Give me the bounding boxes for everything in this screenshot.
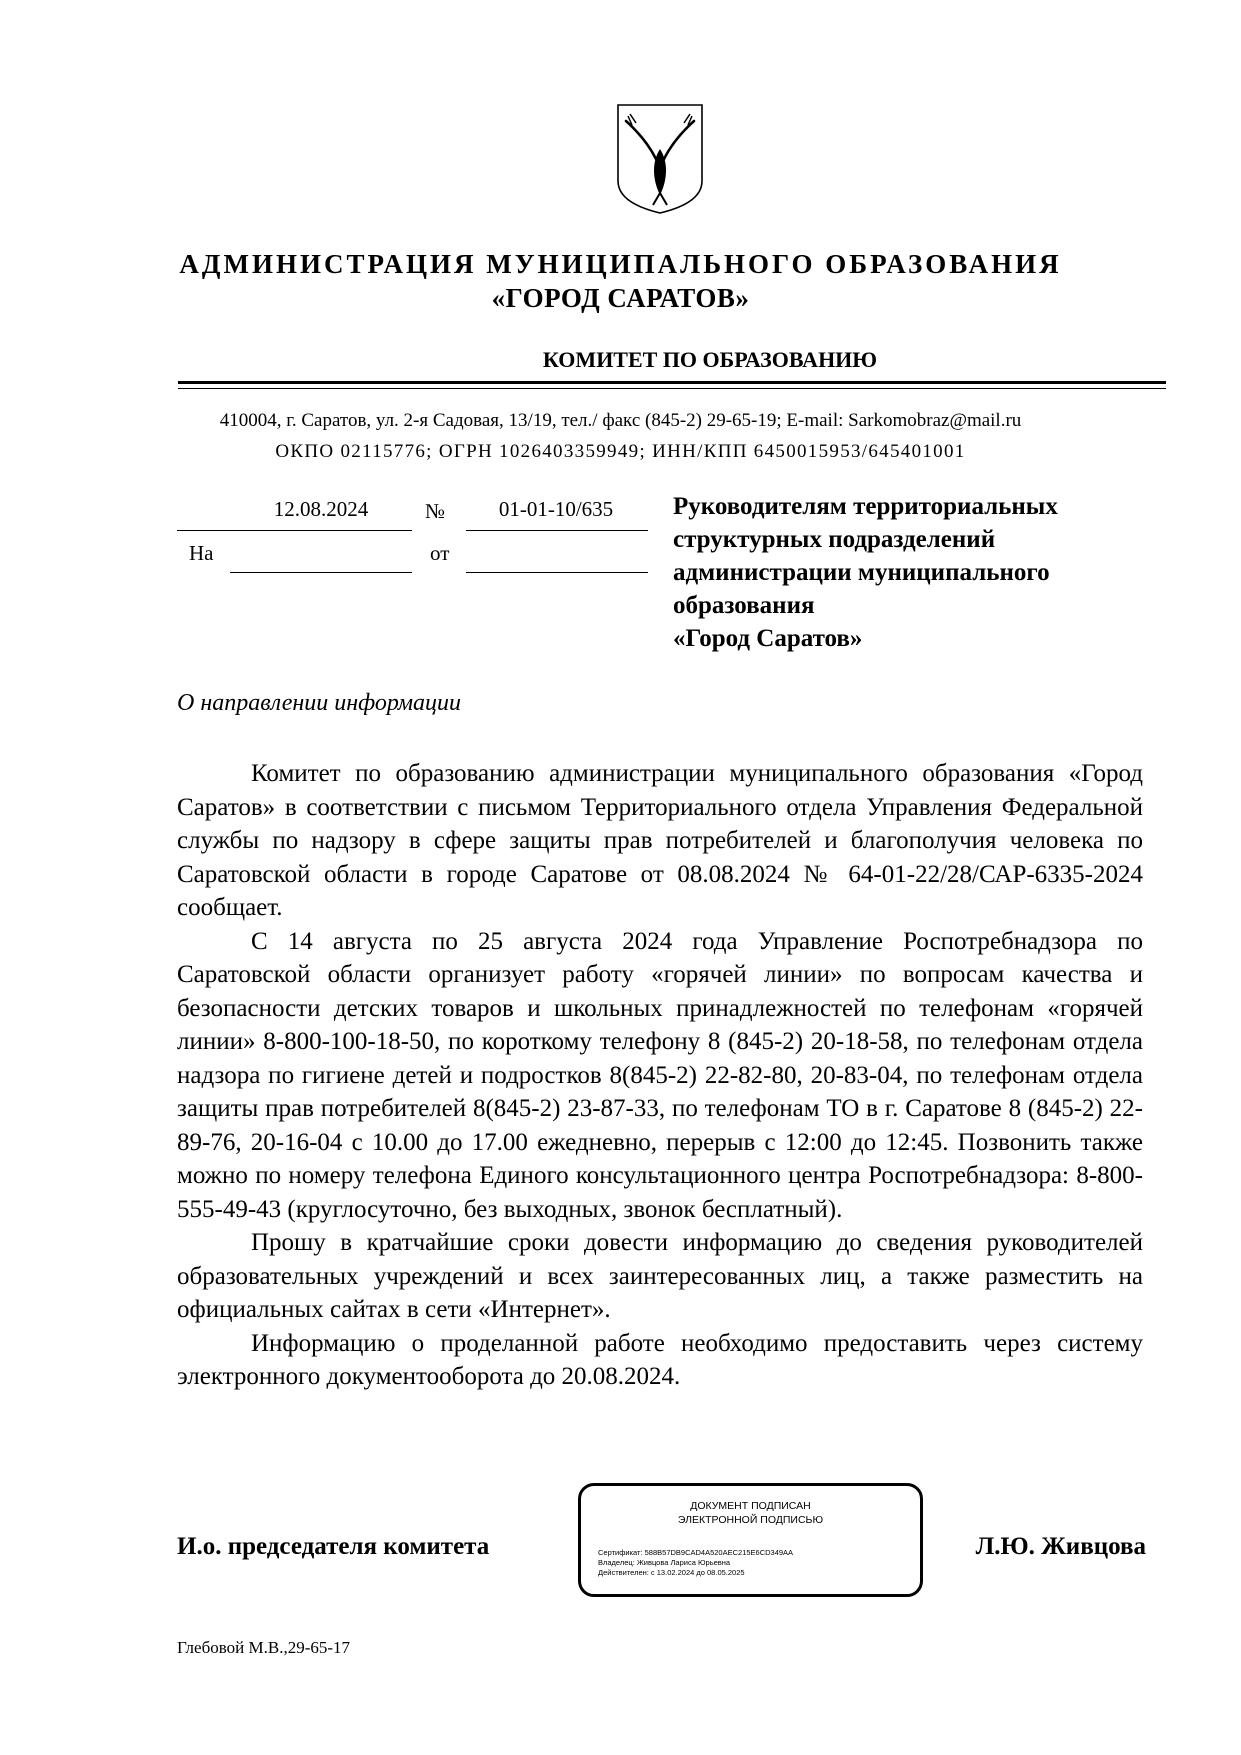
stamp-title-line2: ЭЛЕКТРОННОЙ ПОДПИСЬЮ — [677, 1514, 824, 1526]
signatory-name: Л.Ю. Живцова — [975, 1533, 1146, 1560]
saratov-coat-of-arms-icon — [616, 103, 704, 215]
e-signature-stamp — [578, 1483, 923, 1597]
letter-subject: О направлении информации — [177, 690, 462, 716]
org-title-line1: АДМИНИСТРАЦИЯ МУНИЦИПАЛЬНОГО ОБРАЗОВАНИЯ — [179, 249, 1062, 279]
addressee-line: Руководителям территориальных — [673, 493, 1058, 520]
addressee-line: образования — [673, 592, 815, 619]
reference-number-underline — [230, 572, 412, 573]
stamp-title-line1: ДОКУМЕНТ ПОДПИСАН — [690, 1500, 811, 1512]
header-divider-thin — [178, 388, 1166, 389]
stamp-validity: Действителен: с 13.02.2024 до 08.05.2025 — [598, 1568, 745, 1577]
body-paragraph: Комитет по образованию администрации муниципального образования «Город Саратов» в соответствии с письмом Территориального отдела Управления Федеральной службы по надзору в сфере защиты прав потребителей и благополучия человека по Саратовской области в городе Саратове от 08.08.2024 № 64-01-22/28/САР-6335-2024 сообщает. — [177, 760, 1143, 921]
stamp-details — [598, 1548, 793, 1578]
stamp-title — [581, 1499, 920, 1527]
reference-date-underline — [466, 572, 648, 573]
addressee-line: структурных подразделений — [673, 526, 996, 553]
contact-block — [0, 405, 1241, 467]
outgoing-date: 12.08.2024 — [273, 497, 369, 521]
addressee-block — [673, 490, 1143, 655]
number-underline — [466, 530, 648, 531]
codes-line: ОКПО 02115776; ОГРН 1026403359949; ИНН/КПП 6450015953/645401001 — [275, 441, 966, 462]
body-paragraph: С 14 августа по 25 августа 2024 года Управление Роспотребнадзора по Саратовской области организует работу «горячей линии» по вопросам качества и безопасности детских товаров и школьных принадлежностей по телефонам «горячей линии» 8-800-100-18-50, по короткому телефону 8 (845-2) 20-18-58, по телефонам отдела надзора по гигиене детей и подростков 8(845-2) 22-82-80, 20-83-04, по телефонам отдела защиты прав потребителей 8(845-2) 23-87-33, по телефонам ТО в г. Саратове 8 (845-2) 22-89-76, 20-16-04 с 10.00 до 17.00 ежедневно, перерыв с 12:00 до 12:45. Позвонить также можно по номеру телефона Единого консультационного центра Роспотребнадзора: 8-800-555-49-43 (круглосуточно, без выходных, звонок бесплатный). — [177, 927, 1143, 1223]
addressee-line: администрации муниципального — [673, 559, 1050, 586]
body-paragraph: Информацию о проделанной работе необходимо предоставить через систему электронного документооборота до 20.08.2024. — [177, 1329, 1143, 1390]
org-title-line2: «ГОРОД САРАТОВ» — [491, 283, 750, 313]
addressee-line: «Город Саратов» — [673, 625, 863, 652]
signatory-position: И.о. председателя комитета — [177, 1533, 490, 1560]
stamp-owner: Владелец: Живцова Лариса Юрьевна — [598, 1558, 731, 1567]
outgoing-number: 01-01-10/635 — [498, 497, 614, 521]
number-label: № — [425, 499, 446, 523]
reference-label: На — [189, 541, 214, 565]
letter-body — [177, 757, 1143, 1394]
committee-name: КОМИТЕТ ПО ОБРАЗОВАНИЮ — [542, 347, 878, 372]
date-underline — [177, 530, 412, 531]
executor-contact: Глебовой М.В.,29-65-17 — [177, 1638, 351, 1657]
body-paragraph: Прошу в кратчайшие сроки довести информацию до сведения руководителей образовательных учреждений и всех заинтересованных лиц, а также разместить на официальных сайтах в сети «Интернет». — [177, 1229, 1143, 1323]
header-divider-thick — [178, 381, 1166, 384]
address-line: 410004, г. Саратов, ул. 2-я Садовая, 13/19, тел./ факс (845-2) 29-65-19; E-mail: Sarkomobraz@mail.ru — [219, 410, 1022, 431]
stamp-certificate: Сертификат: 588B57DB9CAD4A520AEC215E6CD349AA — [598, 1548, 794, 1557]
reference-from-label: от — [430, 541, 450, 565]
